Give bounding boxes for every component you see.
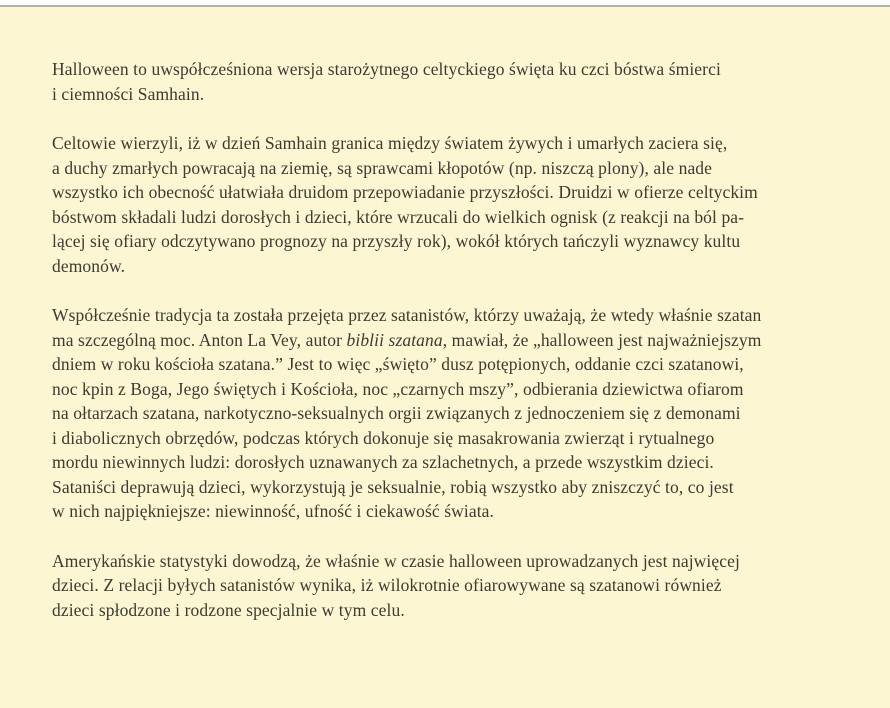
- paragraph-statistics: Amerykańskie statystyki dowodzą, że właśnie w czasie halloween uprowadzanych jest najwięcej dzieci. Z relacji byłych satanistów wynika, iż wilokrotnie ofiarowywane są szatanowi również dzieci spłodzone i rodzone specjalnie w tym celu.: [52, 550, 740, 620]
- top-border-line: [0, 5, 890, 7]
- paragraph-satanists: Współcześnie tradycja ta została przejęta przez satanistów, którzy uważają, że wtedy właśnie szatan ma szczególną moc. Anton La Vey, autor biblii szatana, mawiał, że „halloween jest najważniejszym dniem w roku kościoła szatana.” Jest to więc „święto” dusz potępionych, oddanie czci szatanowi, noc kpin z Boga, Jego świętych i Kościoła, noc „czarnych mszy”, odbierania dziewictwa ofiarom na ołtarzach szatana, narkotyczno-seksualnych orgii związanych z jednoczeniem się z demonami i diabolicznych obrzędów, podczas których dokonuje się masakrowania zwierząt i rytualnego mordu niewinnych ludzi: dorosłych uznawanych za szlachetnych, a przede wszystkim dzieci. Sataniści deprawują dzieci, wykorzystują je seksualnie, robią wszystko aby zniszczyć to, co jest w nich najpiękniejsze: niewinność, ufność i ciekawość świata.: [52, 305, 762, 521]
- paragraph-celts: Celtowie wierzyli, iż w dzień Samhain granica między światem żywych i umarłych zaciera się, a duchy zmarłych powracają na ziemię, są sprawcami kłopotów (np. niszczą plony), ale nade wszystko ich obecność ułatwiała druidom przepowiadanie przyszłości. Druidzi w ofierze celtyckim bóstwom składali ludzi dorosłych i dzieci, które wrzucali do wielkich ognisk (z reakcji na ból pa- lącej się ofiary odczytywano prognozy na przyszły rok), wokół których tańczyli wyznawcy kultu demonów.: [52, 133, 758, 276]
- article-text: [52, 57, 852, 647]
- paragraph-intro: Halloween to uwspółcześniona wersja starożytnego celtyckiego święta ku czci bóstwa śmierci i ciemności Samhain.: [52, 59, 721, 104]
